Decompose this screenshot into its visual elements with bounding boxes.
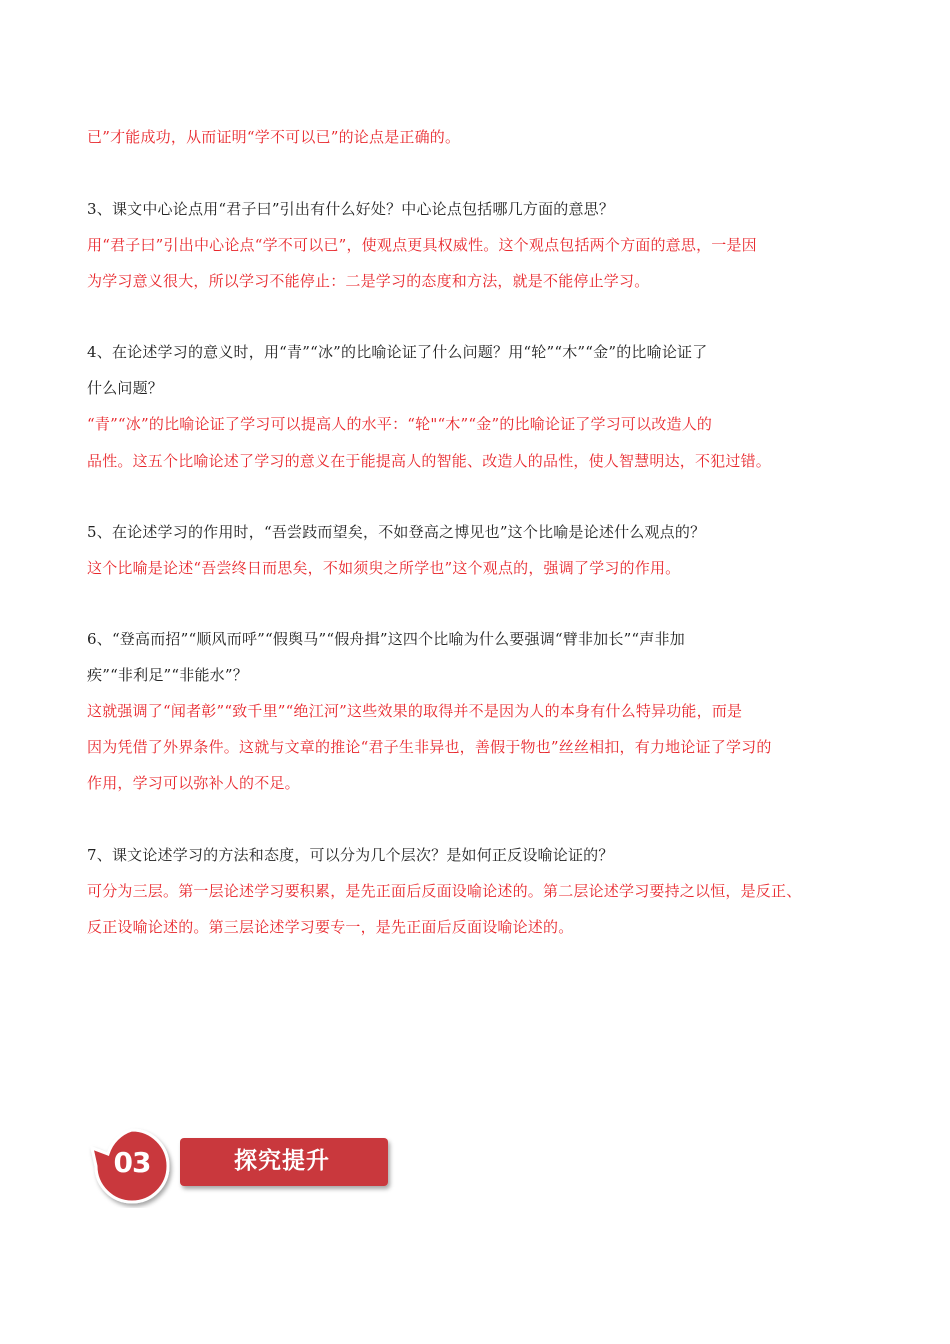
question-6-line-1: 6、“登高而招”“顺风而呼”“假舆马”“假舟揖”这四个比喻为什么要强调“臂非加长”“声非加 [87, 630, 685, 648]
answer-7-line-1: 可分为三层。第一层论述学习要积累，是先正面后反面设喻论述的。第二层论述学习要持之以恒，是反正、 [87, 882, 802, 900]
answer-3-line-2: 为学习意义很大，所以学习不能停止：二是学习的态度和方法，就是不能停止学习。 [87, 272, 650, 290]
section-banner [88, 1124, 398, 1208]
answer-3-line-1: 用“君子曰”引出中心论点“学不可以已”，使观点更具权威性。这个观点包括两个方面的意思，一是因 [87, 236, 757, 254]
answer-6-line-2: 因为凭借了外界条件。这就与文章的推论“君子生非异也，善假于物也”丝丝相扣，有力地论证了学习的 [87, 738, 772, 756]
answer-5: 这个比喻是论述“吾尝终日而思矣，不如须臾之所学也”这个观点的，强调了学习的作用。 [87, 559, 681, 577]
answer-6-line-1: 这就强调了“闻者彰”“致千里”“绝江河”这些效果的取得并不是因为人的本身有什么特异功能，而是 [87, 702, 743, 720]
question-6-line-2: 疾”“非利足”“非能水”？ [87, 666, 248, 684]
answer-6-line-3: 作用，学习可以弥补人的不足。 [87, 774, 300, 792]
answer-line: 已”才能成功，从而证明“学不可以已”的论点是正确的。 [87, 128, 461, 146]
question-5: 5、在论述学习的作用时，“吾尝跂而望矣，不如登高之博见也”这个比喻是论述什么观点的？ [87, 523, 706, 541]
question-3: 3、课文中心论点用“君子曰”引出有什么好处？中心论点包括哪几方面的意思？ [87, 200, 615, 218]
answer-4-line-2: 品性。这五个比喻论述了学习的意义在于能提高人的智能、改造人的品性，使人智慧明达，不犯过错。 [87, 452, 772, 470]
answer-7-line-2: 反正设喻论述的。第三层论述学习要专一，是先正面后反面设喻论述的。 [87, 918, 574, 936]
section-number: 03 [113, 1146, 151, 1179]
section-title: 探究提升 [234, 1148, 330, 1174]
answer-4-line-1: “青”“冰”的比喻论证了学习可以提高人的水平：“轮"“木”“金”的比喻论证了学习可以改造人的 [87, 415, 713, 433]
question-7: 7、课文论述学习的方法和态度，可以分为几个层次？是如何正反设喻论证的？ [87, 846, 614, 864]
question-4-line-1: 4、在论述学习的意义时，用“青”“冰”的比喻论证了什么问题？用“轮”“木”“金”的比喻论证了 [87, 343, 708, 361]
question-4-line-2: 什么问题？ [87, 379, 164, 397]
